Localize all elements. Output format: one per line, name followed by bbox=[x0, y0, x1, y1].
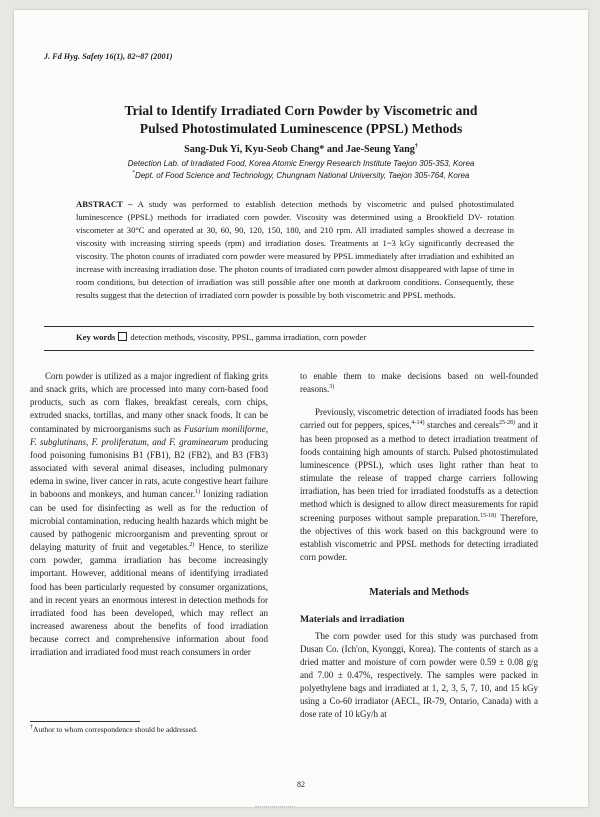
section-heading: Materials and Methods bbox=[369, 587, 469, 599]
keywords-label: Key words bbox=[76, 332, 116, 342]
previous-text-b: starches and cereals bbox=[424, 420, 499, 431]
title-line-2: Pulsed Photostimulated Luminescence (PPSL) Methods bbox=[139, 121, 463, 136]
reference-marker: 1) bbox=[195, 489, 201, 496]
intro-text-a: Corn powder is utilized as a major ingredient of flaking grits and snack grits, which are processed into many corn-based food products, such as corn flakes, breakfast cereals, corn chips, extruded snacks, tortillas, and many other snack foods. It can be contaminated by microorganisms such as bbox=[30, 371, 268, 434]
authors-text: Sang-Duk Yi, Kyu-Seob Chang* and Jae-Seung Yang bbox=[184, 144, 415, 155]
intro-text-d: Hence, to sterilize corn powder, gamma irradiation has become increasingly important. However, additional means of identifying irradiated food has been particularly requested by consumer organizations, and in recent years an enormous interest in detection methods for irradiated food has been developed, which may reflect an increased awareness about the benefits of food irradiation because correct and comprehensive information about food irradiation and irradiated food must reach consumers in order bbox=[30, 542, 268, 658]
reference-marker: 25-28) bbox=[498, 420, 515, 427]
previous-work-paragraph bbox=[300, 406, 538, 564]
reference-marker: 2) bbox=[189, 542, 195, 549]
keywords-divider bbox=[44, 350, 534, 351]
footnote-mark: † bbox=[30, 724, 33, 731]
journal-citation: J. Fd Hyg. Safety 16(1), 82~87 (2001) bbox=[44, 52, 173, 61]
previous-text-d: Therefore, the objectives of this work based on this background were to establish viscometric and PPSL methods for detecting irradiated corn powder. bbox=[300, 512, 539, 563]
page-number: 82 bbox=[297, 780, 305, 789]
continued-text: to enable them to make decisions based on well-founded reasons. bbox=[300, 371, 538, 395]
abstract-text: A study was performed to establish detection methods by viscometric and pulsed photostimulated luminescence (PPSL) methods for irradiated corn powder. Viscosity was determined using a Brookfield DV- rotation viscometer at 30°C and operated at 30, 60, 90, 120, 150, 180, and 210 rpm. All irradiated samples showed a decrease in viscosity with increasing stirring speeds (rpm) and irradiation doses. Treatments at 1~3 kGy significantly decreased the viscosity. The photon counts of irradiated corn powder were measured by PPSL immediately after irradiation and exhibited an increase with increasing irradiation dose. The photon counts of irradiated corn powder almost disappeared with lapse of time in room conditions, but detection of irradiation was still possible after one month at darkroom conditions. Consequently, these results suggest that the detection of irradiated corn powder is possible by both viscometric and PPSL methods. bbox=[76, 199, 514, 300]
species-names: Fusarium moniliforme, F. subglutinans, F. proliferatum, and F. graminearum bbox=[30, 423, 268, 447]
footnote-divider bbox=[30, 721, 140, 722]
author-list bbox=[54, 144, 548, 155]
abstract-divider bbox=[44, 326, 534, 327]
keywords-line bbox=[76, 332, 526, 342]
title-line-1: Trial to Identify Irradiated Corn Powder by Viscometric and bbox=[124, 103, 478, 118]
abstract bbox=[76, 198, 514, 302]
previous-text-c: and it has been proposed as a method to detect irradiation treatment of foods containing high amounts of starch. Pulsed photostimulated luminescence (PPSL), which uses light rather than heat to stimulate the release of trapped charge carriers following irradiation, has been tried for irradiated foodstuffs as a detection method which is designed to allow direct measurements for rapid screening purposes without sample preparation. bbox=[300, 420, 538, 523]
intro-text-c: Ionizing radiation can be used for disinfecting as well as for the reduction of microbial contamination, reducing health hazards which might be caused by pathogenic microorganism and preventing sprout or delaying maturity of fruit and vegetables. bbox=[30, 489, 268, 553]
intro-continued-paragraph bbox=[300, 370, 538, 396]
scan-artifact bbox=[255, 806, 295, 807]
right-column bbox=[300, 370, 538, 722]
reference-marker: 4-14) bbox=[411, 420, 425, 427]
intro-paragraph bbox=[30, 370, 268, 659]
intro-text-b: producing food poisoning fumonisins B1 (FB1), B2 (FB2), and B3 (FB3) associated with several animal diseases, including pulmonary edema in swine, liver cancer in rats, acute congestive heart failure in baboons and monkeys, and human cancer. bbox=[30, 436, 268, 500]
keywords-box-icon bbox=[118, 332, 127, 341]
paper-title bbox=[54, 102, 548, 138]
keywords-text: detection methods, viscosity, PPSL, gamma irradiation, corn powder bbox=[130, 332, 367, 342]
reference-marker: 15-18) bbox=[480, 512, 497, 519]
left-column bbox=[30, 370, 268, 659]
reference-marker: 3) bbox=[329, 384, 335, 391]
abstract-label: ABSTRACT – bbox=[76, 199, 133, 209]
subsection-heading: Materials and irradiation bbox=[300, 614, 405, 626]
footnote bbox=[30, 725, 198, 734]
affiliation-2-mark: * bbox=[132, 170, 135, 177]
materials-paragraph: The corn powder used for this study was purchased from Dusan Co. (Ich'on, Kyonggi, Korea). The contents of starch as a dried matter and moisture of corn powder were 0.59 ± 0.08 g/g and 7.00 ± 0.47%, respectively. The samples were packed in polyethylene bags and irradiated at 1, 2, 3, 5, 7, 10, and 15 kGy using a Co-60 irradiator (AECL, IR-79, Ontario, Canada) with a dose rate of 10 kGy/h at bbox=[300, 630, 538, 720]
authors-dagger: † bbox=[414, 143, 418, 150]
paper-page bbox=[14, 10, 588, 807]
affiliation-1: Detection Lab. of Irradiated Food, Korea Atomic Energy Research Institute Taejon 305-353, Korea bbox=[127, 159, 475, 168]
affiliation-2-text: Dept. of Food Science and Technology, Chungnam National University, Taejon 305-764, Korea bbox=[134, 171, 470, 180]
affiliation-2 bbox=[54, 171, 548, 180]
previous-text-a: Previously, viscometric detection of irradiated foods has been carried out for peppers, spices, bbox=[300, 407, 538, 431]
footnote-text: Author to whom correspondence should be addressed. bbox=[33, 725, 198, 734]
